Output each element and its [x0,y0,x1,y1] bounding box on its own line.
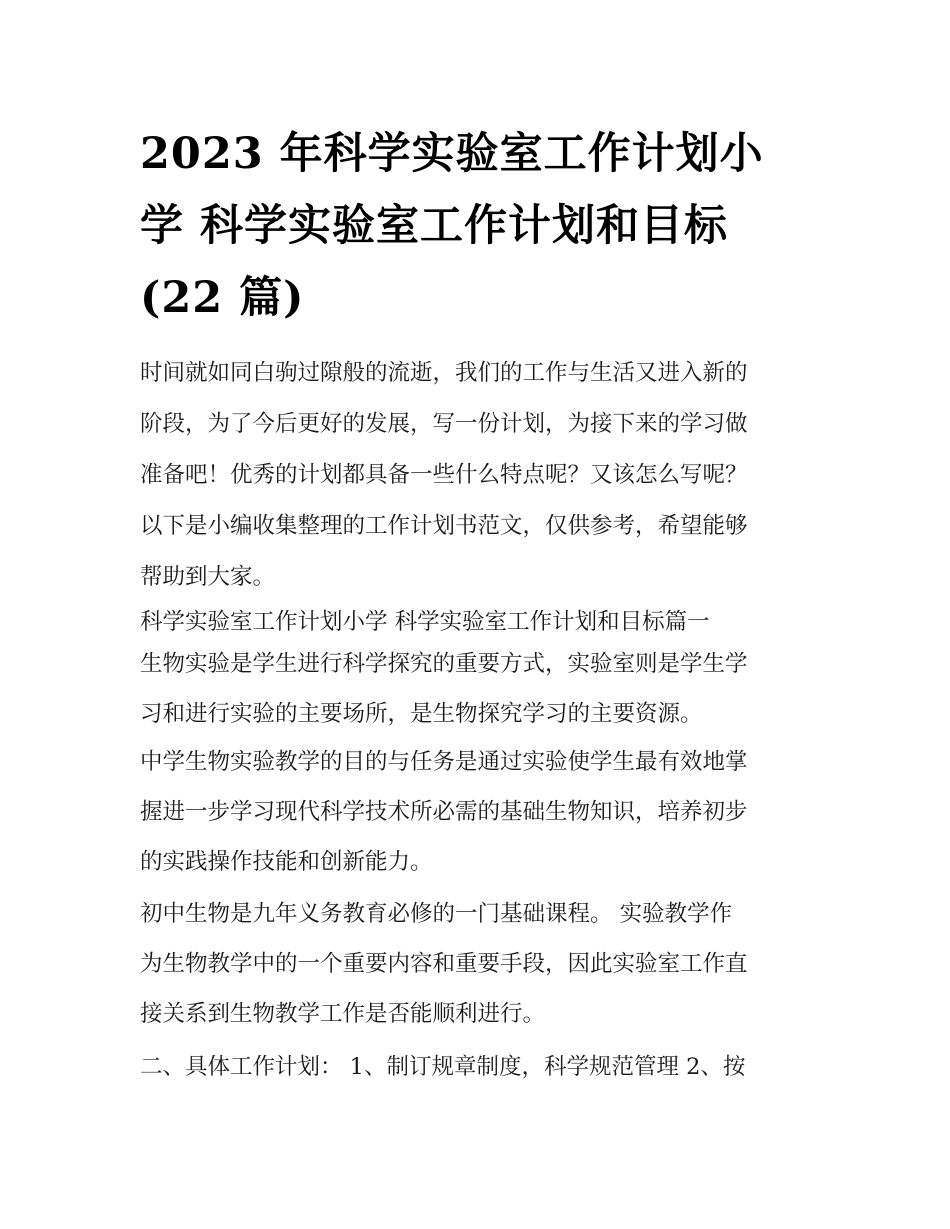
body-paragraph [140,737,812,887]
title-line: (22 篇) [140,273,305,323]
text-line: 二、具体工作计划： 1、制订规章制度，科学规范管理 2、按 [140,1054,746,1080]
body-paragraph [140,1042,812,1092]
text-line: 阶段，为了今后更好的发展，写一份计划，为接下来的学习做 [140,411,748,437]
text-line: 习和进行实验的主要场所，是生物探究学习的主要资源。 [140,701,703,727]
text-line: 生物实验是学生进行科学探究的重要方式，实验室则是学生学 [140,651,748,677]
text-line: 准备吧！优秀的计划都具备一些什么特点呢？又该怎么写呢？ [140,462,748,488]
title-line: 2023 年科学实验室工作计划小 [140,129,764,179]
document-page [140,118,812,1092]
text-line: 以下是小编收集整理的工作计划书范文，仅供参考，希望能够 [140,513,748,539]
title-line: 学 科学实验室工作计划和目标 [140,201,728,251]
document-title [140,118,812,334]
text-line: 握进一步学习现代科学技术所必需的基础生物知识，培养初步 [140,799,748,825]
text-line: 科学实验室工作计划小学 科学实验室工作计划和目标篇一 [140,609,710,635]
intro-paragraph [140,348,812,603]
text-line: 帮助到大家。 [140,564,276,590]
document-body [140,348,812,1092]
text-line: 接关系到生物教学工作是否能顺利进行。 [140,1001,546,1027]
text-line: 为生物教学中的一个重要内容和重要手段，因此实验室工作直 [140,951,748,977]
text-line: 中学生物实验教学的目的与任务是通过实验使学生最有效地掌 [140,749,748,775]
text-line: 的实践操作技能和创新能力。 [140,849,433,875]
text-line: 初中生物是九年义务教育必修的一门基础课程。 实验教学作 [140,901,733,927]
text-line: 时间就如同白驹过隙般的流逝，我们的工作与生活又进入新的 [140,360,748,386]
body-paragraph [140,639,812,739]
body-paragraph [140,889,812,1039]
